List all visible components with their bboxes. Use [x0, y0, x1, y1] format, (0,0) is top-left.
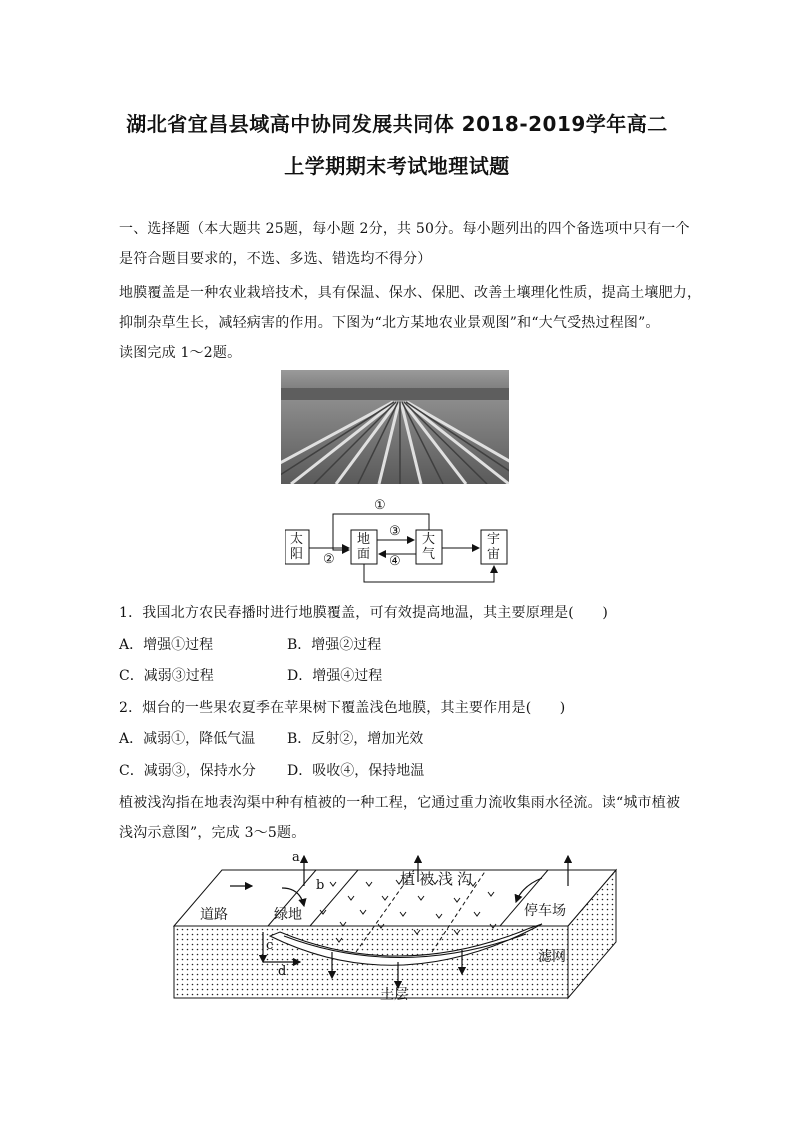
arrow-b-label: b — [316, 878, 325, 893]
arrow-c-label: c — [266, 938, 274, 953]
swale-diagram-svg — [170, 852, 622, 1002]
question-1-stem: 1．我国北方农民春播时进行地膜覆盖，可有效提高地温，其主要原理是( ) — [119, 605, 609, 621]
intro1-line2: 抑制杂草生长，减轻病害的作用。下图为“北方某地农业景观图”和“大气受热过程图”。 — [119, 315, 660, 331]
intro1-line1: 地膜覆盖是一种农业栽培技术，具有保温、保水、保肥、改善土壤理化性质，提高土壤肥力， — [119, 285, 702, 301]
sun-box-label: 太阳 — [290, 532, 304, 562]
farmland-photo-drawing — [281, 370, 509, 484]
swale-label: 植被浅沟 — [400, 870, 477, 888]
road-label: 道路 — [200, 907, 228, 923]
universe-box-label: 宇宙 — [487, 532, 501, 562]
question-2-option-d: D．吸收④，保持地温 — [287, 763, 425, 779]
exam-title-line1: 湖北省宜昌县域高中协同发展共同体 2018-2019学年高二 — [126, 112, 668, 136]
question-1-option-a: A．增强①过程 — [119, 637, 214, 653]
process-1-label: ① — [374, 498, 386, 513]
soil-layer-label: 土层 — [380, 987, 408, 1003]
question-1-option-c: C．减弱③过程 — [119, 668, 214, 684]
intro2-line1: 植被浅沟指在地表沟渠中种有植被的一种工程，它通过重力流收集雨水径流。读“城市植被 — [119, 795, 681, 811]
atmosphere-box-label: 大气 — [422, 532, 436, 562]
heating-process-svg — [285, 494, 515, 590]
process-2-label: ② — [323, 552, 335, 567]
question-1-option-b: B．增强②过程 — [287, 637, 382, 653]
question-2-option-c: C．减弱③，保持水分 — [119, 763, 256, 779]
ground-box-label: 地面 — [357, 532, 371, 562]
process-3-label: ③ — [389, 524, 401, 539]
process-4-label: ④ — [389, 554, 401, 569]
parking-lot-label: 停车场 — [524, 903, 566, 919]
heating-process-diagram — [285, 494, 515, 594]
question-2-stem: 2．烟台的一些果农夏季在苹果树下覆盖浅色地膜，其主要作用是( ) — [119, 700, 566, 716]
intro1-line3: 读图完成 1～2题。 — [119, 345, 242, 361]
arrow-a-label: a — [292, 850, 300, 865]
intro2-line2: 浅沟示意图”，完成 3～5题。 — [119, 825, 306, 841]
green-space-label: 绿地 — [274, 907, 302, 923]
question-2-option-a: A．减弱①，降低气温 — [119, 731, 256, 747]
vegetated-swale-diagram — [170, 852, 622, 1006]
section-header-line1: 一、选择题（本大题共 25题，每小题 2分，共 50分。每小题列出的四个备选项中只有一个 — [119, 221, 690, 237]
filter-net-label: 滤网 — [538, 949, 566, 965]
exam-title-line2: 上学期期末考试地理试题 — [284, 154, 510, 178]
section-header-line2: 是符合题目要求的，不选、多选、错选均不得分） — [119, 251, 432, 267]
question-1-option-d: D．增强④过程 — [287, 668, 383, 684]
arrow-d-label: d — [278, 964, 287, 979]
question-2-option-b: B．反射②，增加光效 — [287, 731, 424, 747]
farmland-photo — [281, 370, 509, 484]
